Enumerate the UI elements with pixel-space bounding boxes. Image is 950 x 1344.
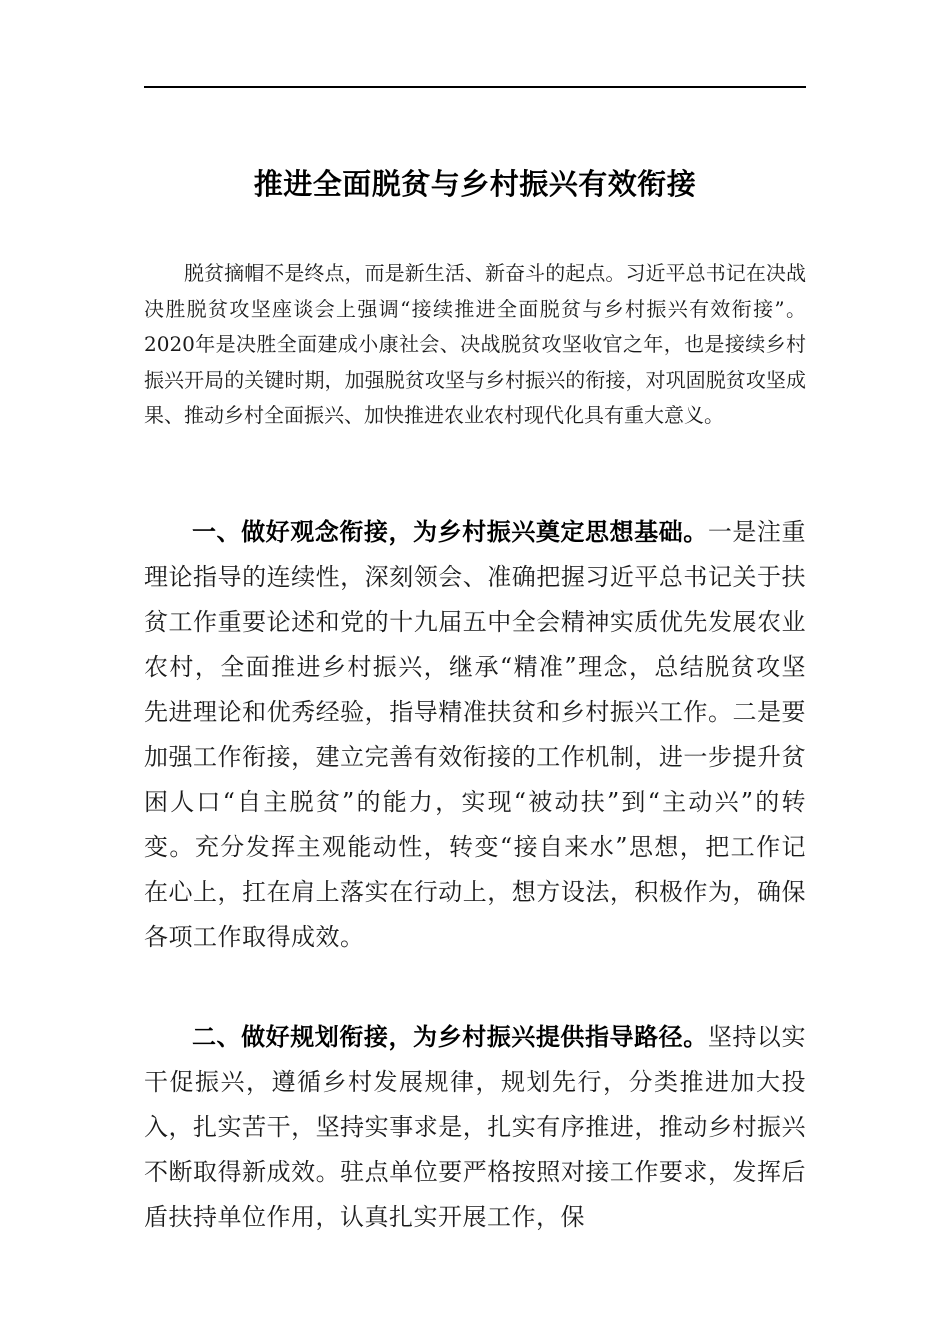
section-text-2: 坚持以实干促振兴，遵循乡村发展规律，规划先行，分类推进加大投入，扎实苦干，坚持实事求是，扎实有序推进，推动乡村振兴不断取得新成效。驻点单位要严格按照对接工作要求，发挥后盾扶持单位作用，认真扎实开展工作，保 <box>144 1023 806 1231</box>
section-heading-2: 二、做好规划衔接，为乡村振兴提供指导路径。 <box>192 1023 708 1051</box>
section-paragraph-2 <box>144 1015 806 1240</box>
header-rule <box>144 86 806 88</box>
intro-paragraph: 脱贫摘帽不是终点，而是新生活、新奋斗的起点。习近平总书记在决战决胜脱贫攻坚座谈会上强调“接续推进全面脱贫与乡村振兴有效衔接”。2020年是决胜全面建成小康社会、决战脱贫攻坚收官之年，也是接续乡村振兴开局的关键时期，加强脱贫攻坚与乡村振兴的衔接，对巩固脱贫攻坚成果、推动乡村全面振兴、加快推进农业农村现代化具有重大意义。 <box>144 261 806 428</box>
section-heading-1: 一、做好观念衔接，为乡村振兴奠定思想基础。 <box>192 518 708 546</box>
section-paragraph-1 <box>144 510 806 960</box>
section-text-1: 一是注重理论指导的连续性，深刻领会、准确把握习近平总书记关于扶贫工作重要论述和党的十九届五中全会精神实质优先发展农业农村，全面推进乡村振兴，继承“精准”理念，总结脱贫攻坚先进理论和优秀经验，指导精准扶贫和乡村振兴工作。二是要加强工作衔接，建立完善有效衔接的工作机制，进一步提升贫困人口“自主脱贫”的能力，实现“被动扶”到“主动兴”的转变。充分发挥主观能动性，转变“接自来水”思想，把工作记在心上，扛在肩上落实在行动上，想方设法，积极作为，确保各项工作取得成效。 <box>144 518 806 951</box>
document-title: 推进全面脱贫与乡村振兴有效衔接 <box>253 167 697 201</box>
